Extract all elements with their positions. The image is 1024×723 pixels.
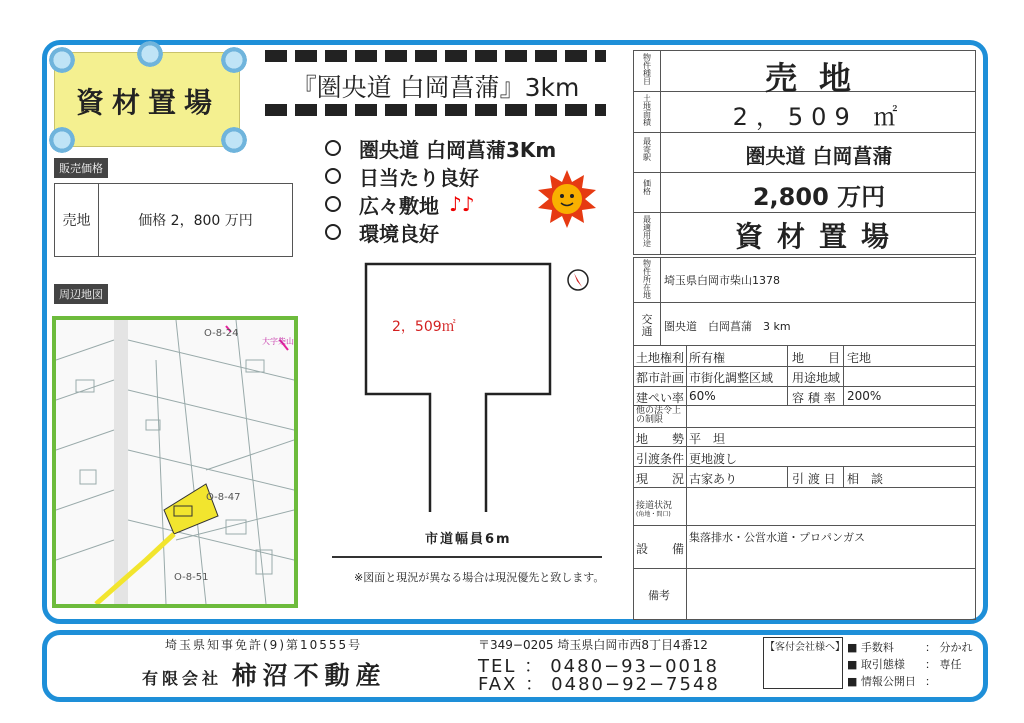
tel-line: TEL ： 0480−93−0018	[478, 656, 719, 677]
checker-band-top	[265, 50, 606, 62]
row-value-delivery: 更地渡し	[689, 452, 738, 466]
type-value: 売地	[764, 59, 873, 97]
row-label-zone: 用途地域	[792, 371, 841, 385]
company-address: 〒349−0205 埼玉県白岡市西8丁目4番12	[478, 638, 708, 652]
road-access-label: 接道状況	[636, 501, 673, 511]
facility-value: 集落排水・公営水道・プロパンガス	[689, 531, 865, 544]
mode-label: ■ 取引態様	[847, 658, 905, 671]
row-label-planning: 都市計画	[636, 371, 685, 385]
publish-value: ：	[925, 675, 936, 688]
row-label-rights: 土地権利	[636, 351, 685, 365]
fee-value: ： 分かれ	[925, 641, 973, 654]
feature-item: 日当たり良好	[325, 162, 556, 190]
station-label: 最寄駅	[643, 137, 651, 162]
type-label: 物件種目	[643, 53, 651, 86]
remarks-label: 備考	[648, 589, 670, 602]
facility-label: 設 備	[636, 542, 685, 556]
map-label-3: O-8-47	[206, 492, 241, 503]
drawing-note: ※図面と現況が異なる場合は現況優先と致します。	[354, 571, 605, 584]
row-value-coverage: 60%	[689, 389, 716, 403]
row-value-status: 古家あり	[689, 472, 738, 486]
flower-icon	[135, 39, 165, 69]
map-label-1: O-8-24	[204, 328, 239, 339]
headline-title: 『圏央道 白岡菖蒲』3km	[291, 73, 580, 102]
price-label: 価格	[643, 179, 651, 196]
location-value: 埼玉県白岡市柴山1378	[664, 274, 780, 287]
row-value-category: 宅地	[847, 351, 872, 365]
badge-title: 資材置場	[75, 86, 220, 119]
sales-price: 価格 2，800 万円	[138, 213, 253, 229]
checker-band-bottom	[265, 104, 606, 116]
row-label-regulations: 他の法令上の制限	[636, 406, 682, 425]
details-table	[633, 257, 976, 620]
company-name: 有限会社 柿沼不動産	[142, 661, 387, 690]
sales-price-tag: 販売価格	[54, 158, 108, 178]
row-label-far: 容 積 率	[792, 391, 836, 405]
area-map	[52, 316, 298, 608]
road-line	[332, 556, 602, 558]
map-tag: 周辺地図	[54, 284, 108, 304]
publish-label: ■ 情報公開日	[847, 675, 916, 688]
row-label-status: 現 況	[636, 472, 685, 486]
feature-item: 圏央道 白岡菖蒲3Km	[325, 134, 556, 162]
row-value-far: 200%	[847, 389, 882, 403]
lot-drawing	[360, 262, 556, 512]
access-label: 交通	[641, 313, 653, 338]
use-label: 最適用途	[643, 215, 651, 248]
road-access-sub: (角地・間口)	[636, 511, 671, 518]
fax-number: 0480−92−7548	[551, 674, 720, 695]
tel-number: 0480−93−0018	[550, 656, 719, 677]
music-notes: ♪♪	[449, 192, 475, 216]
price-box	[54, 183, 293, 257]
row-label-coverage: 建ぺい率	[636, 391, 685, 405]
feature-item: 広々敷地 ♪♪	[325, 190, 556, 218]
mode-value: ： 専任	[925, 658, 962, 671]
north-arrow-icon	[566, 268, 590, 292]
row-value-handover: 相 談	[847, 472, 884, 486]
row-label-handover: 引 渡 日	[792, 472, 836, 486]
feature-item: 環境良好	[325, 218, 556, 246]
title-badge	[54, 52, 240, 147]
row-value-planning: 市街化調整区域	[689, 371, 774, 385]
map-label-2: 大字柴山	[262, 337, 294, 346]
agent-label: 【客付会社様へ】	[765, 642, 845, 653]
flower-icon	[219, 45, 249, 75]
row-label-category: 地 目	[792, 351, 841, 365]
map-drawing	[56, 320, 294, 604]
row-value-terrain: 平 坦	[689, 432, 726, 446]
row-label-terrain: 地 勢	[636, 432, 685, 446]
sun-icon	[538, 170, 596, 228]
road-width-label: 市道幅員6m	[425, 532, 512, 547]
flower-icon	[47, 45, 77, 75]
fee-label: ■ 手数料	[847, 641, 894, 654]
use-value: 資材置場	[734, 220, 903, 253]
row-label-delivery: 引渡条件	[636, 452, 685, 466]
station-value: 圏央道 白岡菖蒲	[745, 144, 893, 168]
map-label-4: O-8-51	[174, 572, 209, 583]
flower-icon	[47, 125, 77, 155]
access-value: 圏央道 白岡菖蒲 3 km	[664, 320, 791, 333]
area-label: 土地面積	[643, 94, 651, 127]
license-number: 埼玉県知事免許(9)第10555号	[165, 638, 363, 652]
price-value: 2,800 万円	[752, 183, 886, 211]
row-value-rights: 所有権	[689, 351, 726, 365]
fax-line: FAX ： 0480−92−7548	[478, 674, 720, 695]
area-value: 2，509 ㎡	[732, 103, 906, 131]
location-label: 物件所在地	[643, 259, 651, 300]
flower-icon	[219, 125, 249, 155]
feature-list	[325, 134, 556, 246]
lot-area: 2，509㎡	[392, 319, 456, 335]
sales-kind: 売地	[55, 184, 99, 256]
